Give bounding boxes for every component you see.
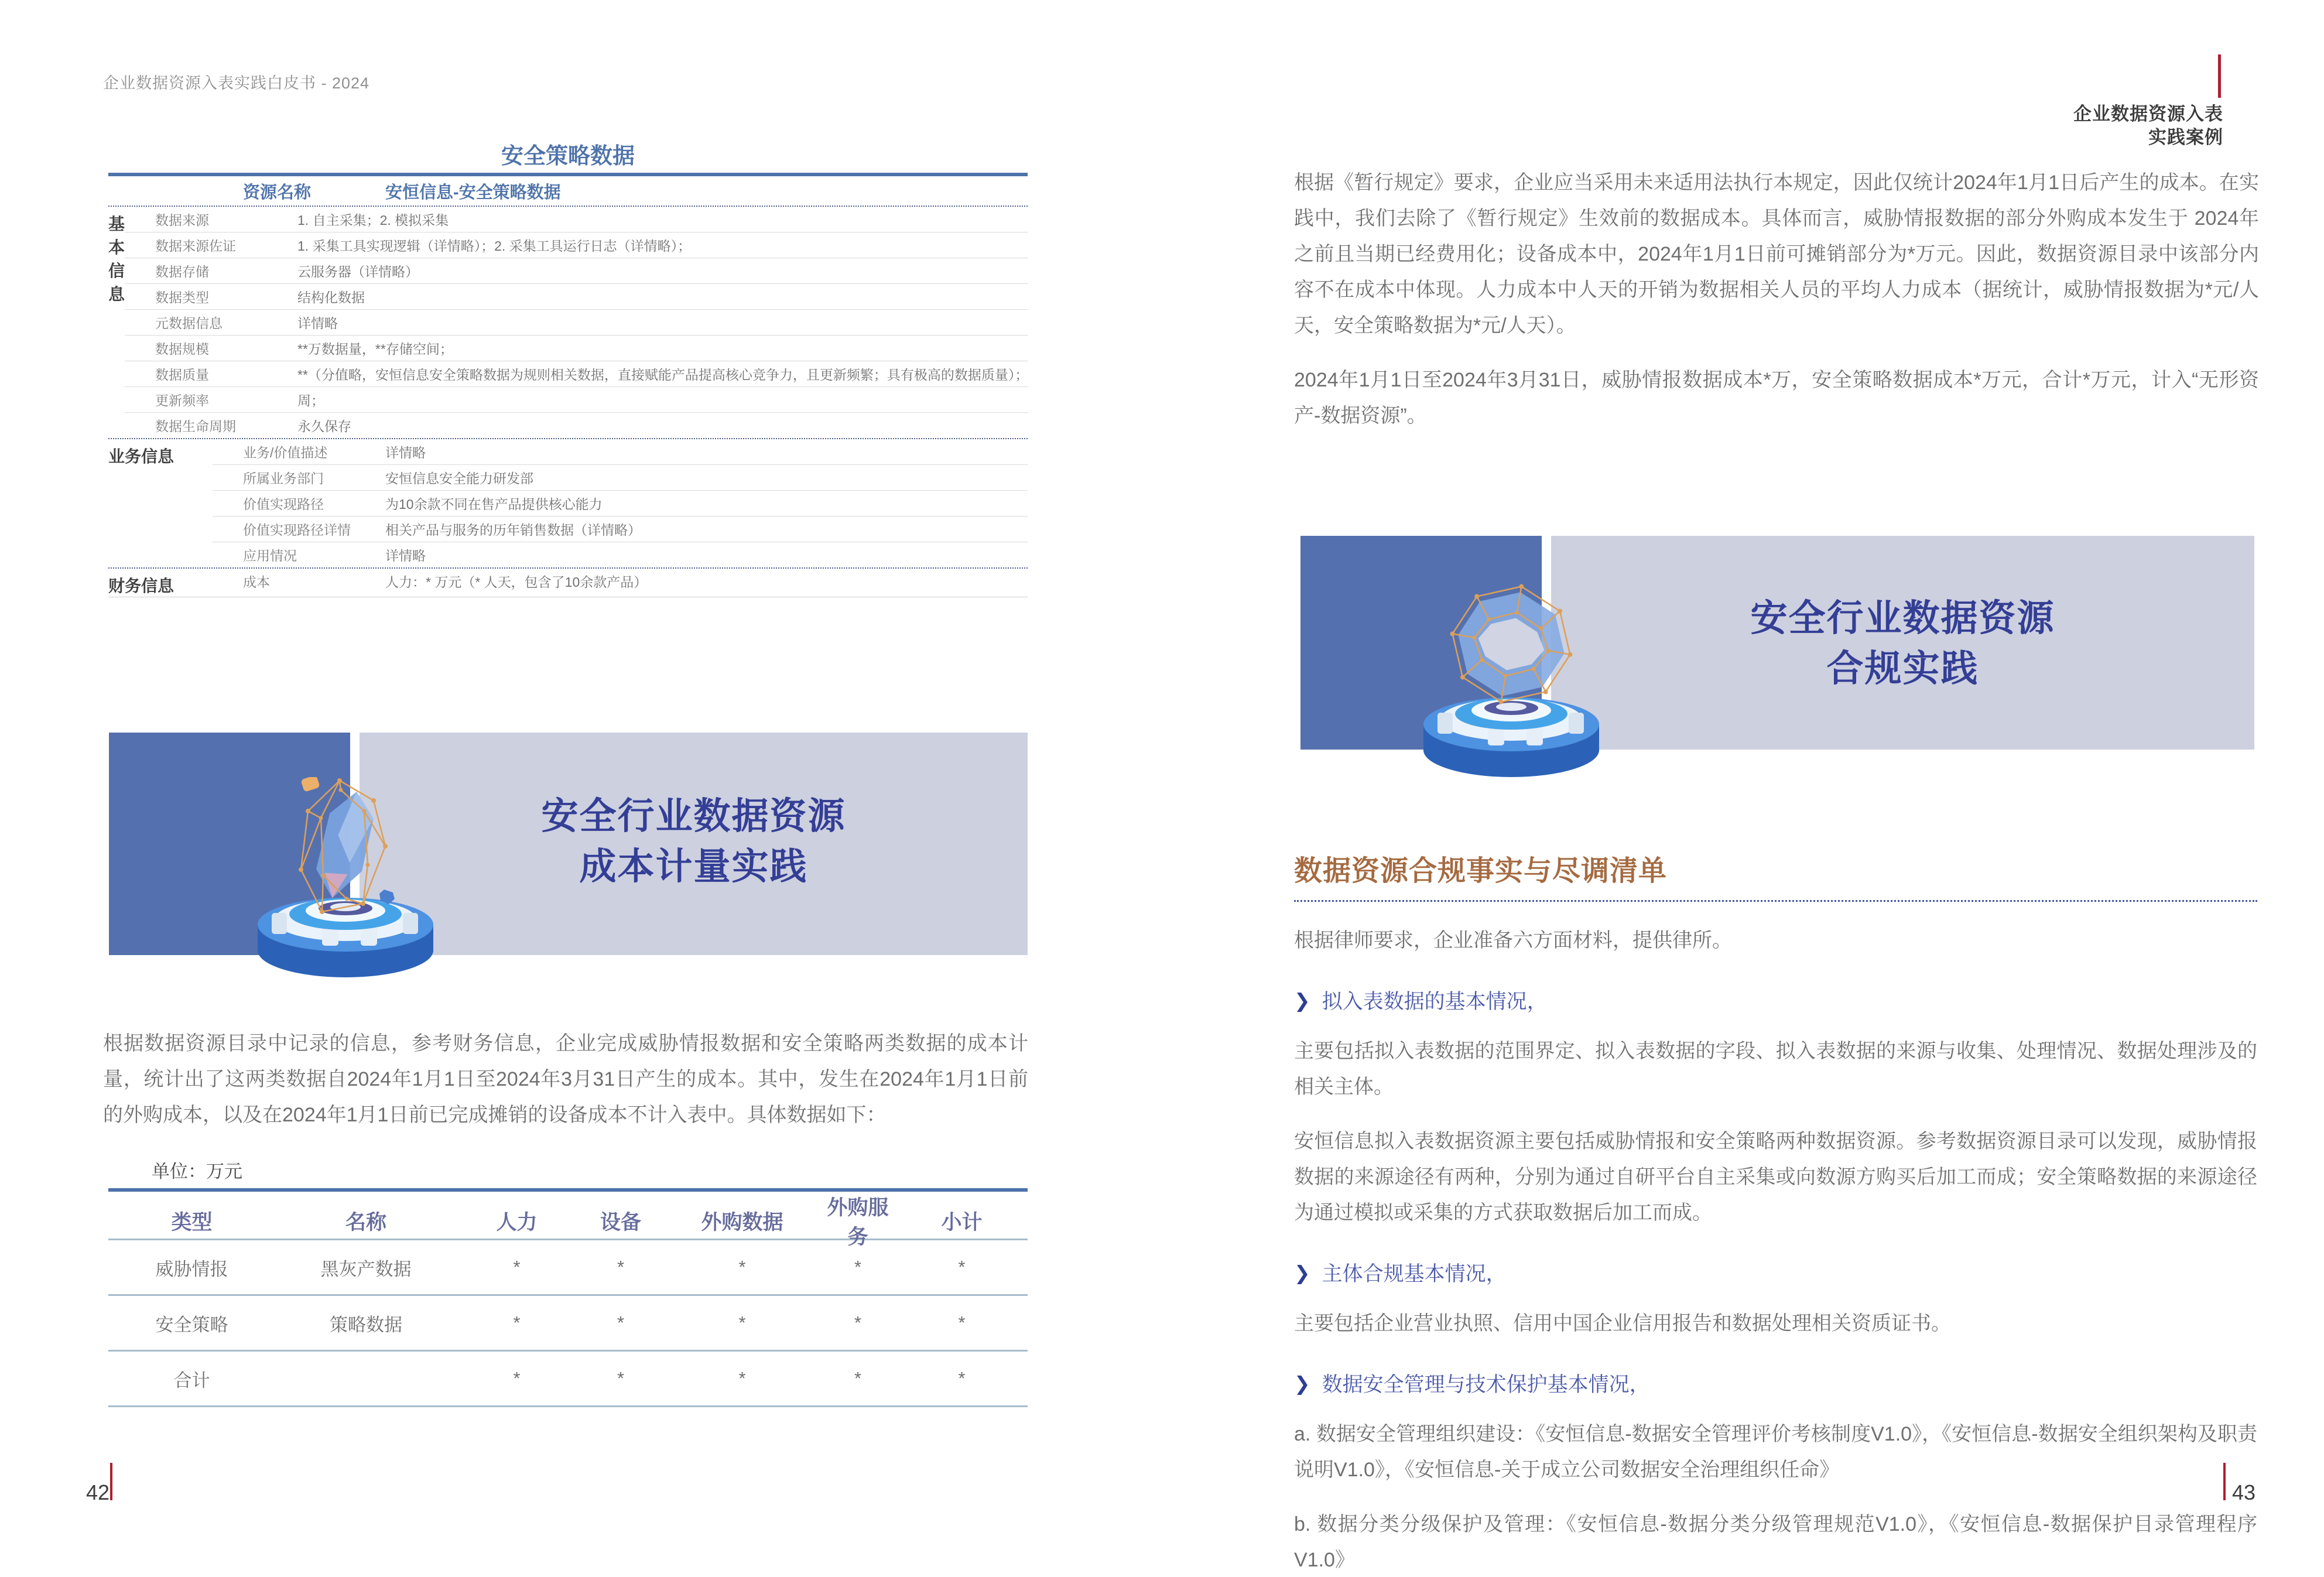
- section-intro: 根据律师要求，企业准备六方面材料，提供律所。: [1294, 929, 1732, 952]
- group-label: 财务信息: [108, 577, 174, 595]
- checklist-item: [1294, 1369, 2257, 1577]
- banner-title: [360, 791, 1028, 892]
- section-dotted-rule: [1294, 900, 2257, 902]
- row-value: 永久保存: [297, 419, 352, 434]
- cell: *: [738, 1257, 746, 1277]
- running-header-right: [2073, 102, 2223, 149]
- cell: 威胁情报: [155, 1258, 228, 1280]
- cost-table: [108, 1188, 1028, 1407]
- row-label: 数据存储: [155, 264, 210, 279]
- table-row: [125, 387, 1028, 413]
- banner-title-line1: 安全行业数据资源: [541, 796, 846, 837]
- column-header: 小计: [941, 1211, 983, 1234]
- row-value: 人力：* 万元（* 人天，包含了10余款产品）: [385, 574, 648, 590]
- table-row: [125, 361, 1028, 387]
- table-row: [125, 284, 1028, 310]
- table-body: [108, 207, 1028, 597]
- banner-title-line2: 合规实践: [1826, 648, 1979, 689]
- table-section-business-info: [108, 438, 1028, 567]
- cell: 合计: [173, 1370, 210, 1391]
- table-row: [213, 465, 1028, 491]
- row-label: 数据来源: [155, 213, 210, 228]
- row-label: 价值实现路径: [243, 497, 324, 512]
- item-paragraph: a. 数据安全管理组织建设：《安恒信息-数据安全管理评价考核制度V1.0》，《安恒信息-数据安全组织架构及职责说明V1.0》，《安恒信息-关于成立公司数据安全治理组织任命》: [1294, 1423, 2257, 1481]
- page-number-rule: [2223, 1463, 2226, 1500]
- row-label: 更新频率: [155, 393, 210, 408]
- row-value: 详情略: [385, 445, 426, 460]
- page-number: 42: [86, 1480, 110, 1504]
- column-header: 外购服务: [827, 1196, 889, 1248]
- section-heading: 数据资源合规事实与尽调清单: [1294, 856, 1668, 887]
- row-label: 应用情况: [243, 548, 297, 563]
- row-value: 为10余款不同在售产品提供核心能力: [385, 497, 603, 512]
- cost-table-unit-label: 单位：万元: [152, 1161, 242, 1182]
- header-accent-rule: [2218, 54, 2221, 98]
- table-row: [108, 1352, 1028, 1407]
- cost-table-header-row: [108, 1192, 1028, 1248]
- cell: *: [617, 1368, 625, 1388]
- row-label: 数据类型: [155, 290, 210, 305]
- table-section-finance-info: [108, 567, 1028, 597]
- row-value: **万数据量，**存储空间；: [297, 341, 453, 357]
- row-label: 价值实现路径详情: [243, 522, 351, 538]
- row-value: 1. 自主采集；2. 模拟采集: [297, 213, 449, 228]
- row-label: 数据来源佐证: [155, 238, 237, 254]
- cell: *: [854, 1312, 862, 1333]
- item-paragraph: b. 数据分类分级保护及管理：《安恒信息-数据分类分级管理规范V1.0》，《安恒信息-数据保护目录管理程序V1.0》: [1294, 1513, 2257, 1571]
- cell: *: [854, 1257, 862, 1277]
- table-title: 安全策略数据: [501, 144, 635, 169]
- table-row: [125, 336, 1028, 361]
- table-row: [213, 439, 1028, 465]
- item-paragraph: 主要包括企业营业执照、信用中国企业信用报告和数据处理相关资质证书。: [1294, 1312, 1951, 1335]
- cell: *: [958, 1368, 966, 1388]
- column-header: 类型: [171, 1211, 213, 1234]
- running-header-line1: 企业数据资源入表: [2073, 104, 2223, 124]
- cost-measurement-paragraph: 根据数据资源目录中记录的信息，参考财务信息，企业完成威胁情报数据和安全策略两类数据的成本计量，统计出了这两类数据自2024年1月1日至2024年3月31日产生的成本。其中，发生在2024年1月1日前的外购成本，以及在2024年1月1日前已完成摊销的设备成本不计入表中。具体数据如下：: [103, 1032, 1028, 1126]
- banner-title: [1551, 593, 2254, 694]
- running-header-line2: 实践案例: [2148, 127, 2223, 148]
- item-paragraph: 主要包括拟入表数据的范围界定、拟入表数据的字段、拟入表数据的来源与收集、处理情况、数据处理涉及的相关主体。: [1294, 1040, 2257, 1098]
- orange-chip-accent: [300, 777, 320, 792]
- column-header: 名称: [345, 1211, 386, 1234]
- compliance-intro-paragraphs: [1294, 165, 2259, 434]
- chevron-bullet-icon: ❯: [1294, 1261, 1310, 1284]
- table-row: [125, 207, 1028, 232]
- banner-title-line2: 成本计量实践: [579, 846, 808, 887]
- column-header: 安恒信息-安全策略数据: [385, 183, 561, 202]
- table-row: [125, 310, 1028, 336]
- table-row: [213, 569, 1028, 594]
- row-value: 结构化数据: [297, 290, 365, 305]
- row-label: 数据生命周期: [155, 419, 237, 434]
- banner-title-line1: 安全行业数据资源: [1750, 598, 2055, 639]
- row-value: 安恒信息安全能力研发部: [385, 471, 533, 486]
- row-value: 1. 采集工具实现逻辑（详情略）；2. 采集工具运行日志（详情略）；: [297, 238, 692, 254]
- group-label: 基本信息: [108, 215, 125, 303]
- row-value: 周；: [297, 393, 325, 408]
- bullet-line: [1294, 986, 2257, 1015]
- running-header-left: 企业数据资源入表实践白皮书 - 2024: [103, 74, 370, 92]
- paragraph: 2024年1月1日至2024年3月31日，威胁情报数据成本*万，安全策略数据成本*万元，合计*万元，计入“无形资产-数据资源”。: [1294, 369, 2259, 427]
- group-label: 业务信息: [108, 447, 174, 466]
- paragraph: 根据《暂行规定》要求，企业应当采用未来适用法执行本规定，因此仅统计2024年1月1日后产生的成本。在实践中，我们去除了《暂行规定》生效前的数据成本。具体而言，威胁情报数据的部分外购成本发生于 2024年之前且当期已经费用化；设备成本中，2024年1月1日前可摊销部分为*万元。因此，数据资源目录中该部分内容不在成本中体现。人力成本中人天的开销为数据相关人员的平均人力成本（据统计，威胁情报数据为*元/人天，安全策略数据为*元/人天）。: [1294, 172, 2259, 337]
- cell: *: [617, 1312, 625, 1333]
- cell: 安全策略: [155, 1314, 228, 1335]
- table-row: [125, 413, 1028, 438]
- page-number: 43: [2232, 1480, 2256, 1504]
- chevron-bullet-icon: ❯: [1294, 1372, 1310, 1394]
- polyhedron-trophy-icon: [1418, 577, 1605, 782]
- bullet-label: 拟入表数据的基本情况，: [1322, 990, 1548, 1013]
- checklist-item: [1294, 986, 2257, 1231]
- column-header: 设备: [600, 1211, 641, 1234]
- column-header: 资源名称: [243, 183, 312, 202]
- row-value: 云服务器（详情略）: [297, 264, 419, 279]
- table-row: [125, 258, 1028, 284]
- crystal-trophy-icon: [252, 777, 439, 982]
- column-header: 人力: [496, 1211, 538, 1234]
- cell: *: [513, 1368, 521, 1388]
- table-row: [125, 232, 1028, 258]
- cell: *: [958, 1312, 966, 1333]
- bullet-label: 数据安全管理与技术保护基本情况，: [1322, 1373, 1650, 1396]
- cell: *: [738, 1312, 746, 1333]
- table-row: [213, 516, 1028, 542]
- cell: *: [617, 1257, 625, 1277]
- cell: *: [513, 1257, 521, 1277]
- table-section-basic-info: [108, 207, 1028, 438]
- row-value: 详情略: [297, 316, 338, 331]
- checklist-item: [1294, 1258, 2257, 1342]
- row-label: 数据规模: [155, 341, 210, 357]
- cell: *: [958, 1257, 966, 1277]
- cell: *: [738, 1368, 746, 1388]
- chapter-banner-compliance: [1300, 536, 2254, 750]
- cell: *: [854, 1368, 862, 1388]
- bullet-line: [1294, 1258, 2257, 1287]
- bullet-label: 主体合规基本情况，: [1322, 1263, 1507, 1285]
- table-row: [108, 1296, 1028, 1352]
- row-label: 数据质量: [155, 367, 210, 382]
- security-strategy-data-table: [108, 143, 1028, 597]
- table-row: [213, 542, 1028, 567]
- row-value: 相关产品与服务的历年销售数据（详情略）: [385, 522, 641, 538]
- row-label: 业务/价值描述: [243, 445, 328, 460]
- bullet-line: [1294, 1369, 2257, 1398]
- table-row: [213, 491, 1028, 516]
- cell: *: [513, 1312, 521, 1333]
- compliance-checklist-section: [1294, 848, 2257, 1577]
- cell: 策略数据: [330, 1314, 402, 1335]
- row-label: 元数据信息: [155, 316, 223, 331]
- cell: 黑灰产数据: [320, 1258, 412, 1280]
- chapter-banner-cost-measurement: [109, 733, 1028, 955]
- item-paragraph: 安恒信息拟入表数据资源主要包括威胁情报和安全策略两种数据资源。参考数据资源目录可以发现，威胁情报数据的来源途径有两种，分别为通过自研平台自主采集或向数源方购买后加工而成；安全策略数据的来源途径为通过模拟或采集的方式获取数据后加工而成。: [1294, 1130, 2257, 1224]
- table-header-row: [108, 176, 1028, 207]
- row-label: 成本: [243, 574, 270, 590]
- page-number-rule: [110, 1463, 112, 1500]
- row-value: 详情略: [385, 548, 426, 563]
- row-value: **（分值略，安恒信息安全策略数据为规则相关数据，直接赋能产品提高核心竞争力，且更新频繁；具有极高的数据质量）；: [297, 367, 1029, 382]
- row-label: 所属业务部门: [243, 471, 324, 486]
- column-header: 外购数据: [701, 1211, 783, 1234]
- chevron-bullet-icon: ❯: [1294, 989, 1310, 1011]
